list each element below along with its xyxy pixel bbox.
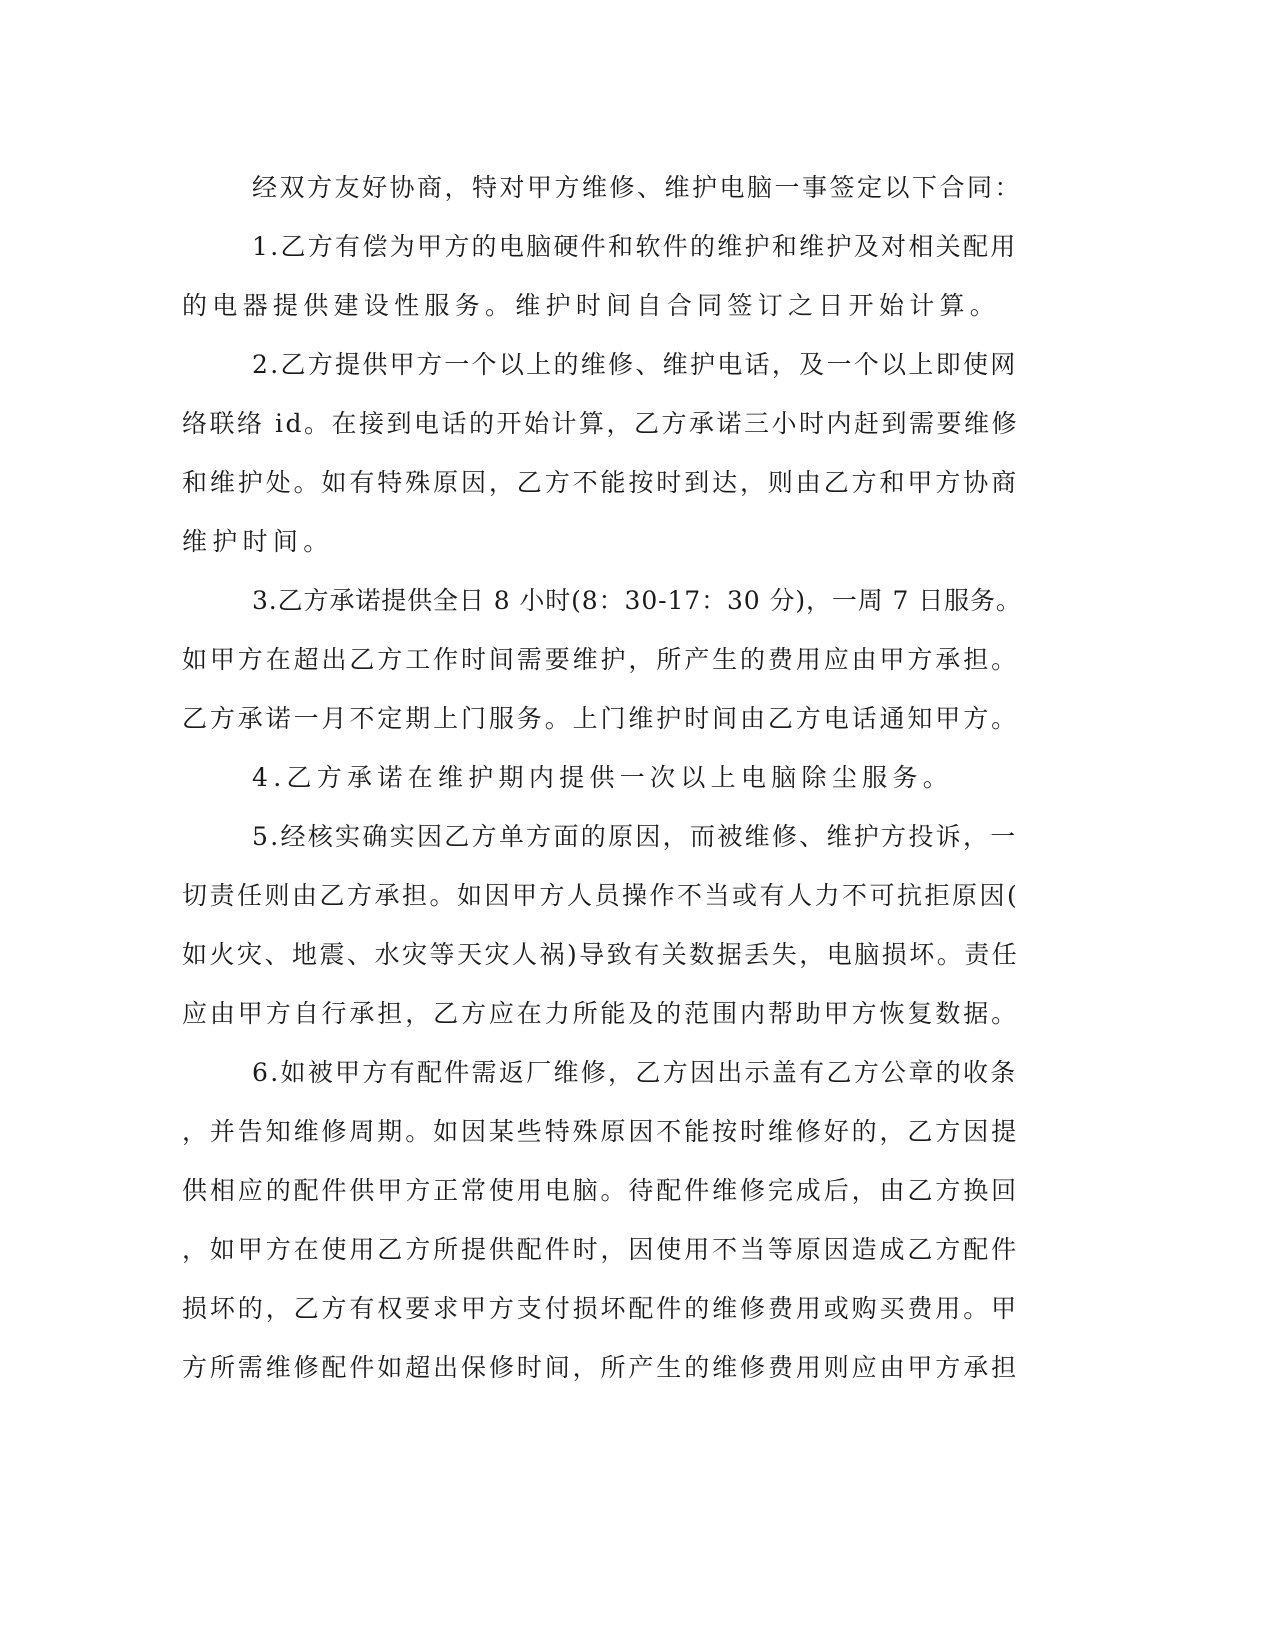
contract-body	[182, 158, 1022, 1397]
text-line: 的电器提供建设性服务。维护时间自合同签订之日开始计算。	[182, 291, 1001, 320]
text-line: 方所需维修配件如超出保修时间，所产生的维修费用则应由甲方承担	[182, 1353, 1020, 1382]
text-line: 和维护处。如有特殊原因，乙方不能按时到达，则由乙方和甲方协商	[182, 468, 1020, 497]
text-line: 3.乙方承诺提供全日 8 小时(8：30-17：30 分)，一周 7 日服务。	[252, 586, 1022, 615]
text-line: 损坏的，乙方有权要求甲方支付损坏配件的维修费用或购买费用。甲	[182, 1294, 1020, 1323]
text-line: 供相应的配件供甲方正常使用电脑。待配件维修完成后，由乙方换回	[182, 1176, 1020, 1205]
text-line: ，并告知维修周期。如因某些特殊原因不能按时维修好的，乙方因提	[182, 1117, 1020, 1146]
text-line: 5.经核实确实因乙方单方面的原因，而被维修、维护方投诉，一	[252, 822, 1018, 851]
text-line: 应由甲方自行承担，乙方应在力所能及的范围内帮助甲方恢复数据。	[182, 999, 1020, 1028]
text-line: ，如甲方在使用乙方所提供配件时，因使用不当等原因造成乙方配件	[182, 1235, 1020, 1264]
text-line: 如甲方在超出乙方工作时间需要维护，所产生的费用应由甲方承担。	[182, 645, 1020, 674]
text-line: 如火灾、地震、水灾等天灾人祸)导致有关数据丢失，电脑损坏。责任	[182, 940, 1020, 969]
text-line: 维护时间。	[182, 527, 334, 556]
text-line: 4.乙方承诺在维护期内提供一次以上电脑除尘服务。	[252, 763, 954, 792]
text-line: 络联络 id。在接到电话的开始计算，乙方承诺三小时内赶到需要维修	[182, 409, 1019, 438]
text-line: 6.如被甲方有配件需返厂维修，乙方因出示盖有乙方公章的收条	[252, 1058, 1018, 1087]
text-line: 1.乙方有偿为甲方的电脑硬件和软件的维护和维护及对相关配用	[252, 232, 1018, 261]
text-line: 切责任则由乙方承担。如因甲方人员操作不当或有人力不可抗拒原因(	[182, 881, 1020, 910]
text-line: 乙方承诺一月不定期上门服务。上门维护时间由乙方电话通知甲方。	[182, 704, 1020, 733]
text-line: 经双方友好协商，特对甲方维修、维护电脑一事签定以下合同：	[252, 173, 1023, 202]
text-line: 2.乙方提供甲方一个以上的维修、维护电话，及一个以上即使网	[252, 350, 1018, 379]
